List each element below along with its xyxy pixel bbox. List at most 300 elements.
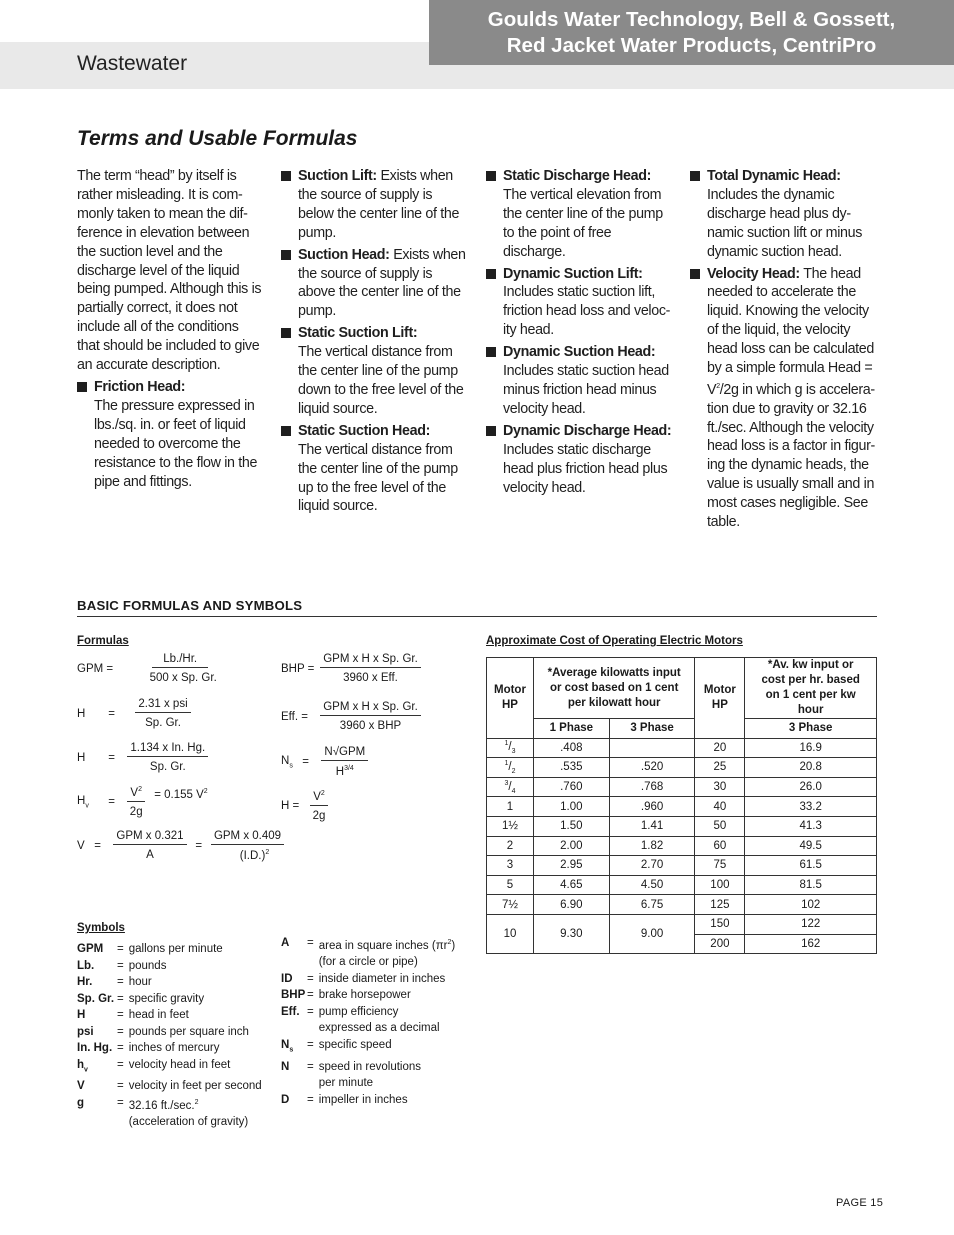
text-column-1 bbox=[77, 167, 264, 494]
fraction-denominator: 2 bbox=[511, 768, 516, 776]
bullet-square-icon bbox=[690, 269, 700, 279]
fraction-numerator: 1 bbox=[504, 759, 509, 767]
intro-paragraph: The term “head” by itself is rather misleading. It is com-monly taken to mean the dif-ference in elevation between the suction level and the discharge level of the liquid being pumped. Although this is partially correct, it does not include all of the conditions that should be included to give an accurate description. bbox=[77, 168, 262, 374]
symbol-row bbox=[77, 1007, 277, 1024]
fraction-slash: / bbox=[508, 760, 512, 773]
formula-gpm bbox=[77, 653, 242, 684]
symbol-key-text: h bbox=[77, 1058, 85, 1071]
header-3-phase: 3 Phase bbox=[609, 719, 695, 739]
term-suction-lift bbox=[281, 167, 468, 243]
symbol-value-line2: (acceleration of gravity) bbox=[128, 1116, 249, 1129]
fraction-numerator: 3 bbox=[504, 779, 509, 787]
denominator-text: H bbox=[335, 765, 345, 778]
term-desc: The vertical distance from the center line of the pump up to the free level of the liquid source. bbox=[298, 441, 458, 515]
numerator: GPM x 0.321 bbox=[113, 830, 186, 845]
symbol-equals: = bbox=[117, 1096, 124, 1109]
superscript: 3/4 bbox=[344, 765, 354, 772]
formula-eff bbox=[281, 701, 421, 732]
symbol-value-text: inside diameter in inches bbox=[318, 972, 446, 985]
term-desc: Exists when the source of supply is above the center line of the pump. bbox=[298, 246, 466, 320]
superscript: 2 bbox=[320, 790, 325, 797]
cell-p1: 2.95 bbox=[533, 856, 609, 876]
formula-rhs bbox=[154, 788, 207, 801]
cell-hp: 3 bbox=[487, 856, 534, 876]
cell-p1: 2.00 bbox=[533, 836, 609, 856]
bullet-square-icon bbox=[281, 426, 291, 436]
cell-p3: 6.75 bbox=[609, 895, 695, 915]
cell-p1: .408 bbox=[533, 738, 609, 758]
symbol-key: V bbox=[77, 1080, 85, 1093]
symbol-key: In. Hg. bbox=[77, 1042, 113, 1054]
cell-hp bbox=[487, 777, 534, 797]
cell-right-hp: 20 bbox=[695, 738, 745, 758]
denominator bbox=[321, 761, 368, 778]
symbol-key: Sp. Gr. bbox=[77, 992, 115, 1005]
symbol-value bbox=[129, 1095, 249, 1131]
term-desc-part: /2g in which g is accelera-tion due to gravity or 32.16 ft./sec. Although the velocity head loss is a factor in figur-ing the dynamic heads, the value is usually small and in most cases negligible. See table. bbox=[707, 381, 875, 531]
cell-right-hp: 40 bbox=[695, 797, 745, 817]
formula-lhs: BHP = bbox=[281, 662, 315, 675]
formula-bhp bbox=[281, 653, 421, 684]
symbol-key: D bbox=[281, 1093, 290, 1106]
symbol-value-text: brake horsepower bbox=[318, 989, 411, 1002]
symbol-row bbox=[77, 1095, 277, 1131]
term-desc bbox=[707, 266, 875, 531]
symbol-equals: = bbox=[117, 976, 124, 988]
term-desc: Includes the dynamic discharge head plus dy-namic suction lift or minus dynamic suction head. bbox=[707, 186, 863, 260]
symbol-value-line2: expressed as a decimal bbox=[318, 1022, 440, 1035]
fraction bbox=[135, 698, 190, 729]
symbol-key: N bbox=[281, 1060, 290, 1073]
cell-right-p3: 61.5 bbox=[745, 856, 877, 876]
symbol-value-text: specific gravity bbox=[128, 992, 205, 1005]
term-name: Friction Head: bbox=[94, 378, 186, 395]
fraction bbox=[321, 746, 368, 778]
equals-sign: = bbox=[195, 839, 203, 852]
cell-right-hp: 25 bbox=[695, 758, 745, 778]
term-name: Dynamic Discharge Head: bbox=[503, 422, 672, 439]
term-desc: Includes static suction head minus friction head minus velocity head. bbox=[503, 363, 669, 417]
denominator bbox=[211, 845, 284, 862]
symbols-label: Symbols bbox=[77, 922, 125, 934]
term-name: Total Dynamic Head: bbox=[707, 168, 841, 184]
table-row bbox=[487, 797, 877, 817]
table-row bbox=[487, 856, 877, 876]
symbol-key: Lb. bbox=[77, 959, 95, 972]
symbol-value-text: inches of mercury bbox=[128, 1042, 220, 1054]
cell-hp: 1 bbox=[487, 797, 534, 817]
denominator: A bbox=[146, 849, 154, 862]
bullet-square-icon bbox=[77, 382, 87, 392]
symbol-value bbox=[319, 1004, 440, 1037]
symbol-value-text: impeller in inches bbox=[318, 1093, 408, 1106]
subscript: v bbox=[84, 1065, 88, 1073]
symbols-list-right bbox=[281, 935, 481, 1108]
formula-lhs-text: H bbox=[77, 794, 86, 807]
fraction bbox=[113, 830, 186, 861]
denominator: Sp. Gr. bbox=[145, 717, 181, 729]
term-static-discharge-head bbox=[486, 167, 673, 262]
symbol-equals: = bbox=[307, 1005, 314, 1018]
cell-p3: .960 bbox=[609, 797, 695, 817]
symbol-row bbox=[281, 987, 481, 1004]
symbol-key-text: N bbox=[281, 1038, 290, 1051]
bullet-square-icon bbox=[486, 426, 496, 436]
symbol-value-text: gallons per minute bbox=[128, 943, 223, 955]
symbol-value bbox=[319, 971, 446, 988]
symbol-value bbox=[319, 987, 411, 1004]
cell-p3: .520 bbox=[609, 758, 695, 778]
fraction-slash: / bbox=[508, 741, 512, 754]
symbol-equals: = bbox=[117, 1025, 124, 1038]
fraction bbox=[211, 830, 284, 862]
table-row bbox=[487, 895, 877, 915]
formula-lhs: V bbox=[77, 839, 85, 852]
denominator: 3960 x BHP bbox=[339, 720, 402, 732]
symbol-equals: = bbox=[307, 1060, 314, 1073]
equals-sign: = bbox=[108, 795, 115, 808]
numerator bbox=[127, 786, 145, 802]
fraction-denominator: 4 bbox=[511, 787, 516, 795]
term-name: Suction Lift: bbox=[298, 168, 377, 184]
symbol-value-line2: per minute bbox=[318, 1077, 374, 1090]
cell-right-p3: 49.5 bbox=[745, 836, 877, 856]
cell-p3: 1.82 bbox=[609, 836, 695, 856]
cell-p3: 2.70 bbox=[609, 856, 695, 876]
term-total-dynamic-head bbox=[690, 167, 877, 262]
formula-v bbox=[77, 830, 284, 862]
term-name: Velocity Head: bbox=[707, 265, 800, 282]
symbol-row bbox=[281, 935, 481, 971]
symbol-key-wrap bbox=[281, 1037, 307, 1059]
bullet-square-icon bbox=[486, 171, 496, 181]
superscript: 2 bbox=[265, 849, 270, 856]
formula-rhs-text: = 0.155 V bbox=[154, 788, 204, 801]
superscript: 2 bbox=[447, 939, 452, 946]
symbol-key: Hr. bbox=[77, 976, 93, 988]
numerator: GPM x 0.409 bbox=[211, 830, 284, 845]
symbol-value bbox=[129, 1040, 220, 1057]
bullet-square-icon bbox=[281, 328, 291, 338]
symbol-value bbox=[129, 991, 204, 1008]
formula-lhs bbox=[281, 755, 299, 769]
equals-sign: = bbox=[108, 751, 115, 764]
denominator-text: (I.D.) bbox=[239, 849, 266, 862]
term-suction-head bbox=[281, 246, 468, 322]
header-average-kw: *Average kilowatts input or cost based on 1 cent per kilowatt hour bbox=[533, 658, 695, 719]
table-row bbox=[487, 777, 877, 797]
fraction-numerator: 1 bbox=[504, 740, 509, 748]
section-label: Wastewater bbox=[77, 52, 188, 75]
formula-h-velocity bbox=[281, 790, 328, 822]
table-row bbox=[487, 836, 877, 856]
cell-right-p3: 81.5 bbox=[745, 875, 877, 895]
page-title: Terms and Usable Formulas bbox=[77, 127, 358, 150]
symbol-value-text: area in square inches (πr bbox=[318, 939, 448, 952]
symbol-value-text: hour bbox=[128, 976, 152, 988]
cell-right-hp: 30 bbox=[695, 777, 745, 797]
bullet-square-icon bbox=[486, 347, 496, 357]
header-1-phase: 1 Phase bbox=[533, 719, 609, 739]
fraction-denominator: 3 bbox=[511, 748, 516, 756]
symbol-value bbox=[129, 1007, 189, 1024]
cell-p3: .768 bbox=[609, 777, 695, 797]
header-motor-hp: Motor HP bbox=[487, 658, 534, 739]
text-column-3 bbox=[486, 167, 673, 500]
fraction bbox=[124, 653, 242, 684]
equals-sign: = bbox=[94, 839, 101, 852]
table-row bbox=[487, 816, 877, 836]
symbol-equals: = bbox=[117, 959, 124, 972]
symbol-value-text: head in feet bbox=[128, 1009, 189, 1021]
cell-right-p3: 20.8 bbox=[745, 758, 877, 778]
term-static-suction-head bbox=[281, 422, 468, 517]
fraction bbox=[320, 701, 421, 732]
symbol-value-text: pounds per square inch bbox=[128, 1025, 249, 1038]
header-av-kw: *Av. kw input or cost per hr. based on 1 cent per kw hour bbox=[745, 658, 877, 719]
formula-lhs: H bbox=[77, 751, 86, 764]
formula-h-hg bbox=[77, 742, 208, 773]
formula-lhs: H bbox=[77, 707, 86, 720]
numerator: N√GPM bbox=[321, 746, 368, 761]
brand-line-2: Red Jacket Water Products, CentriPro bbox=[506, 33, 877, 57]
symbol-equals: = bbox=[307, 989, 314, 1002]
cell-p1: .760 bbox=[533, 777, 609, 797]
cell-right-hp: 100 bbox=[695, 875, 745, 895]
symbol-value-text: pump efficiency bbox=[318, 1005, 399, 1018]
symbol-value bbox=[129, 1078, 262, 1095]
formulas-label: Formulas bbox=[77, 635, 129, 647]
bullet-square-icon bbox=[281, 250, 291, 260]
fraction bbox=[310, 790, 328, 822]
symbol-key: GPM bbox=[77, 943, 104, 955]
numerator: 1.134 x In. Hg. bbox=[127, 742, 208, 757]
cell-right-p3: 16.9 bbox=[745, 738, 877, 758]
symbol-key: A bbox=[281, 937, 290, 949]
fraction bbox=[320, 653, 421, 684]
text-column-4 bbox=[690, 167, 877, 535]
bullet-square-icon bbox=[690, 171, 700, 181]
symbol-equals: = bbox=[117, 1080, 124, 1093]
symbol-value bbox=[319, 1059, 421, 1092]
numerator: GPM x H x Sp. Gr. bbox=[320, 653, 421, 668]
symbol-value bbox=[129, 974, 152, 991]
header-motor-hp-2: Motor HP bbox=[695, 658, 745, 739]
symbol-row bbox=[77, 1040, 277, 1057]
cell-right-p3: 41.3 bbox=[745, 816, 877, 836]
cell-p1: .535 bbox=[533, 758, 609, 778]
term-desc: Exists when the source of supply is below the center line of the pump. bbox=[298, 168, 460, 241]
symbol-row bbox=[77, 1024, 277, 1041]
term-dynamic-suction-lift bbox=[486, 265, 673, 341]
formula-lhs: GPM = bbox=[77, 662, 114, 675]
cell-hp: 5 bbox=[487, 875, 534, 895]
symbol-row bbox=[281, 971, 481, 988]
symbol-key: ID bbox=[281, 972, 293, 985]
term-static-suction-lift bbox=[281, 324, 468, 419]
symbol-value bbox=[129, 1024, 249, 1041]
superscript: 2 bbox=[716, 382, 720, 390]
cell-right-hp: 50 bbox=[695, 816, 745, 836]
subscript: v bbox=[85, 802, 89, 810]
symbol-equals: = bbox=[117, 992, 124, 1005]
term-desc: The vertical distance from the center line of the pump down to the free level of the liquid source. bbox=[298, 344, 464, 417]
cell-right-hp: 125 bbox=[695, 895, 745, 915]
formula-lhs bbox=[77, 795, 105, 809]
term-desc-part: The head needed to accelerate the liquid. Knowing the velocity of the liquid, the velocity head loss can be calculated by a simple formula Head = V bbox=[707, 265, 874, 398]
cell-right-hp: 200 bbox=[695, 934, 745, 954]
fraction bbox=[127, 786, 145, 818]
cell-right-hp: 150 bbox=[695, 914, 745, 934]
formula-lhs: H = bbox=[281, 799, 300, 812]
header-3-phase-2: 3 Phase bbox=[745, 719, 877, 739]
equals-sign: = bbox=[108, 707, 115, 720]
subscript: s bbox=[289, 762, 293, 770]
symbol-value-text: speed in revolutions bbox=[318, 1060, 422, 1073]
symbol-value-line2: (for a circle or pipe) bbox=[318, 956, 418, 969]
cell-hp: 10 bbox=[487, 914, 534, 953]
term-desc: Includes static discharge head plus friction head plus velocity head. bbox=[503, 441, 668, 496]
cell-p3 bbox=[609, 738, 695, 758]
symbol-row bbox=[77, 1057, 277, 1079]
formula-hv bbox=[77, 786, 208, 818]
formula-h-psi bbox=[77, 698, 191, 729]
symbol-value-text: specific speed bbox=[318, 1038, 392, 1051]
table-row bbox=[487, 875, 877, 895]
cell-hp: 7½ bbox=[487, 895, 534, 915]
numerator bbox=[310, 790, 328, 806]
fraction bbox=[127, 742, 208, 773]
formula-ns bbox=[281, 746, 368, 778]
symbol-equals: = bbox=[117, 1058, 124, 1071]
symbol-value-end: ) bbox=[451, 939, 456, 952]
cell-p1: 1.00 bbox=[533, 797, 609, 817]
cell-p1: 9.30 bbox=[533, 914, 609, 953]
cell-hp bbox=[487, 738, 534, 758]
cell-p3: 1.41 bbox=[609, 816, 695, 836]
symbol-value-text: velocity in feet per second bbox=[128, 1080, 262, 1093]
symbol-row bbox=[77, 1078, 277, 1095]
symbol-value bbox=[129, 1057, 231, 1079]
symbol-equals: = bbox=[307, 937, 314, 949]
cell-right-p3: 33.2 bbox=[745, 797, 877, 817]
numerator: Lb./Hr. bbox=[152, 653, 208, 668]
symbol-value bbox=[129, 941, 223, 958]
symbol-row bbox=[281, 1004, 481, 1037]
cell-right-hp: 75 bbox=[695, 856, 745, 876]
symbol-key-wrap bbox=[77, 1057, 117, 1079]
term-desc: The vertical elevation from the center line of the pump to the point of free discharge. bbox=[503, 186, 663, 260]
cell-right-p3: 162 bbox=[745, 934, 877, 954]
term-name: Dynamic Suction Lift: bbox=[503, 265, 643, 282]
symbol-value-text: 32.16 ft./sec. bbox=[128, 1099, 195, 1112]
superscript: 2 bbox=[203, 787, 208, 795]
symbols-list-left bbox=[77, 941, 277, 1131]
bullet-square-icon bbox=[486, 269, 496, 279]
cell-p1: 6.90 bbox=[533, 895, 609, 915]
cell-p3: 4.50 bbox=[609, 875, 695, 895]
numerator-text: V bbox=[130, 786, 139, 799]
table-body bbox=[487, 738, 877, 954]
term-dynamic-discharge-head bbox=[486, 422, 673, 498]
cell-p3: 9.00 bbox=[609, 914, 695, 953]
symbol-row bbox=[77, 941, 277, 958]
symbol-row bbox=[281, 1092, 481, 1109]
symbol-equals: = bbox=[307, 1093, 314, 1106]
symbol-value-text: velocity head in feet bbox=[128, 1058, 231, 1071]
symbol-value bbox=[129, 958, 167, 975]
table-row bbox=[487, 738, 877, 758]
cell-right-p3: 122 bbox=[745, 914, 877, 934]
cell-right-hp: 60 bbox=[695, 836, 745, 856]
symbol-row bbox=[281, 1037, 481, 1059]
symbol-key: g bbox=[77, 1096, 85, 1109]
cell-hp: 2 bbox=[487, 836, 534, 856]
basic-formulas-heading: BASIC FORMULAS AND SYMBOLS bbox=[77, 598, 877, 617]
symbol-value bbox=[319, 935, 456, 971]
denominator: 3960 x Eff. bbox=[343, 672, 398, 684]
term-name: Suction Head: bbox=[298, 246, 390, 263]
symbol-key: H bbox=[77, 1009, 86, 1021]
symbol-equals: = bbox=[117, 1042, 124, 1054]
cell-hp bbox=[487, 758, 534, 778]
term-friction-head bbox=[77, 378, 264, 491]
denominator: 2g bbox=[129, 805, 143, 818]
table-row bbox=[487, 914, 877, 934]
symbol-row bbox=[77, 958, 277, 975]
term-name: Dynamic Suction Head: bbox=[503, 344, 656, 361]
term-desc: Includes static suction lift, friction head loss and veloc-ity head. bbox=[503, 284, 671, 339]
symbol-equals: = bbox=[307, 1038, 314, 1051]
numerator-text: V bbox=[313, 790, 321, 803]
denominator: 2g bbox=[312, 809, 326, 822]
symbol-row bbox=[77, 991, 277, 1008]
text-column-2 bbox=[281, 167, 468, 519]
term-name: Static Suction Head: bbox=[298, 422, 431, 439]
denominator: Sp. Gr. bbox=[149, 761, 186, 773]
cell-p1: 4.65 bbox=[533, 875, 609, 895]
numerator: 2.31 x psi bbox=[135, 698, 190, 713]
term-desc: The pressure expressed in lbs./sq. in. or feet of liquid needed to overcome the resistance to the flow in the pipe and fittings. bbox=[94, 397, 258, 490]
symbol-value bbox=[319, 1037, 392, 1059]
brand-line-1: Goulds Water Technology, Bell & Gossett, bbox=[487, 7, 896, 31]
term-velocity-head bbox=[690, 265, 877, 532]
symbol-equals: = bbox=[117, 943, 124, 955]
symbol-key: Eff. bbox=[281, 1005, 300, 1018]
table-row bbox=[487, 758, 877, 778]
cell-hp: 1½ bbox=[487, 816, 534, 836]
symbol-key: BHP bbox=[281, 989, 306, 1002]
superscript: 2 bbox=[138, 786, 142, 793]
superscript: 2 bbox=[194, 1098, 199, 1106]
term-name: Static Suction Lift: bbox=[298, 325, 418, 342]
term-name: Static Discharge Head: bbox=[503, 168, 652, 184]
cell-right-p3: 26.0 bbox=[745, 777, 877, 797]
motor-cost-table bbox=[486, 657, 877, 954]
term-dynamic-suction-head bbox=[486, 343, 673, 419]
formula-lhs-text: N bbox=[281, 754, 290, 767]
fraction-slash: / bbox=[508, 780, 512, 793]
symbol-row bbox=[281, 1059, 481, 1092]
subscript: s bbox=[289, 1046, 294, 1054]
symbol-value bbox=[319, 1092, 408, 1109]
bullet-square-icon bbox=[281, 171, 291, 181]
symbol-value-text: pounds bbox=[128, 959, 167, 972]
formula-lhs: Eff. = bbox=[281, 710, 308, 723]
symbol-row bbox=[77, 974, 277, 991]
cell-right-p3: 102 bbox=[745, 895, 877, 915]
symbol-key: psi bbox=[77, 1025, 94, 1038]
